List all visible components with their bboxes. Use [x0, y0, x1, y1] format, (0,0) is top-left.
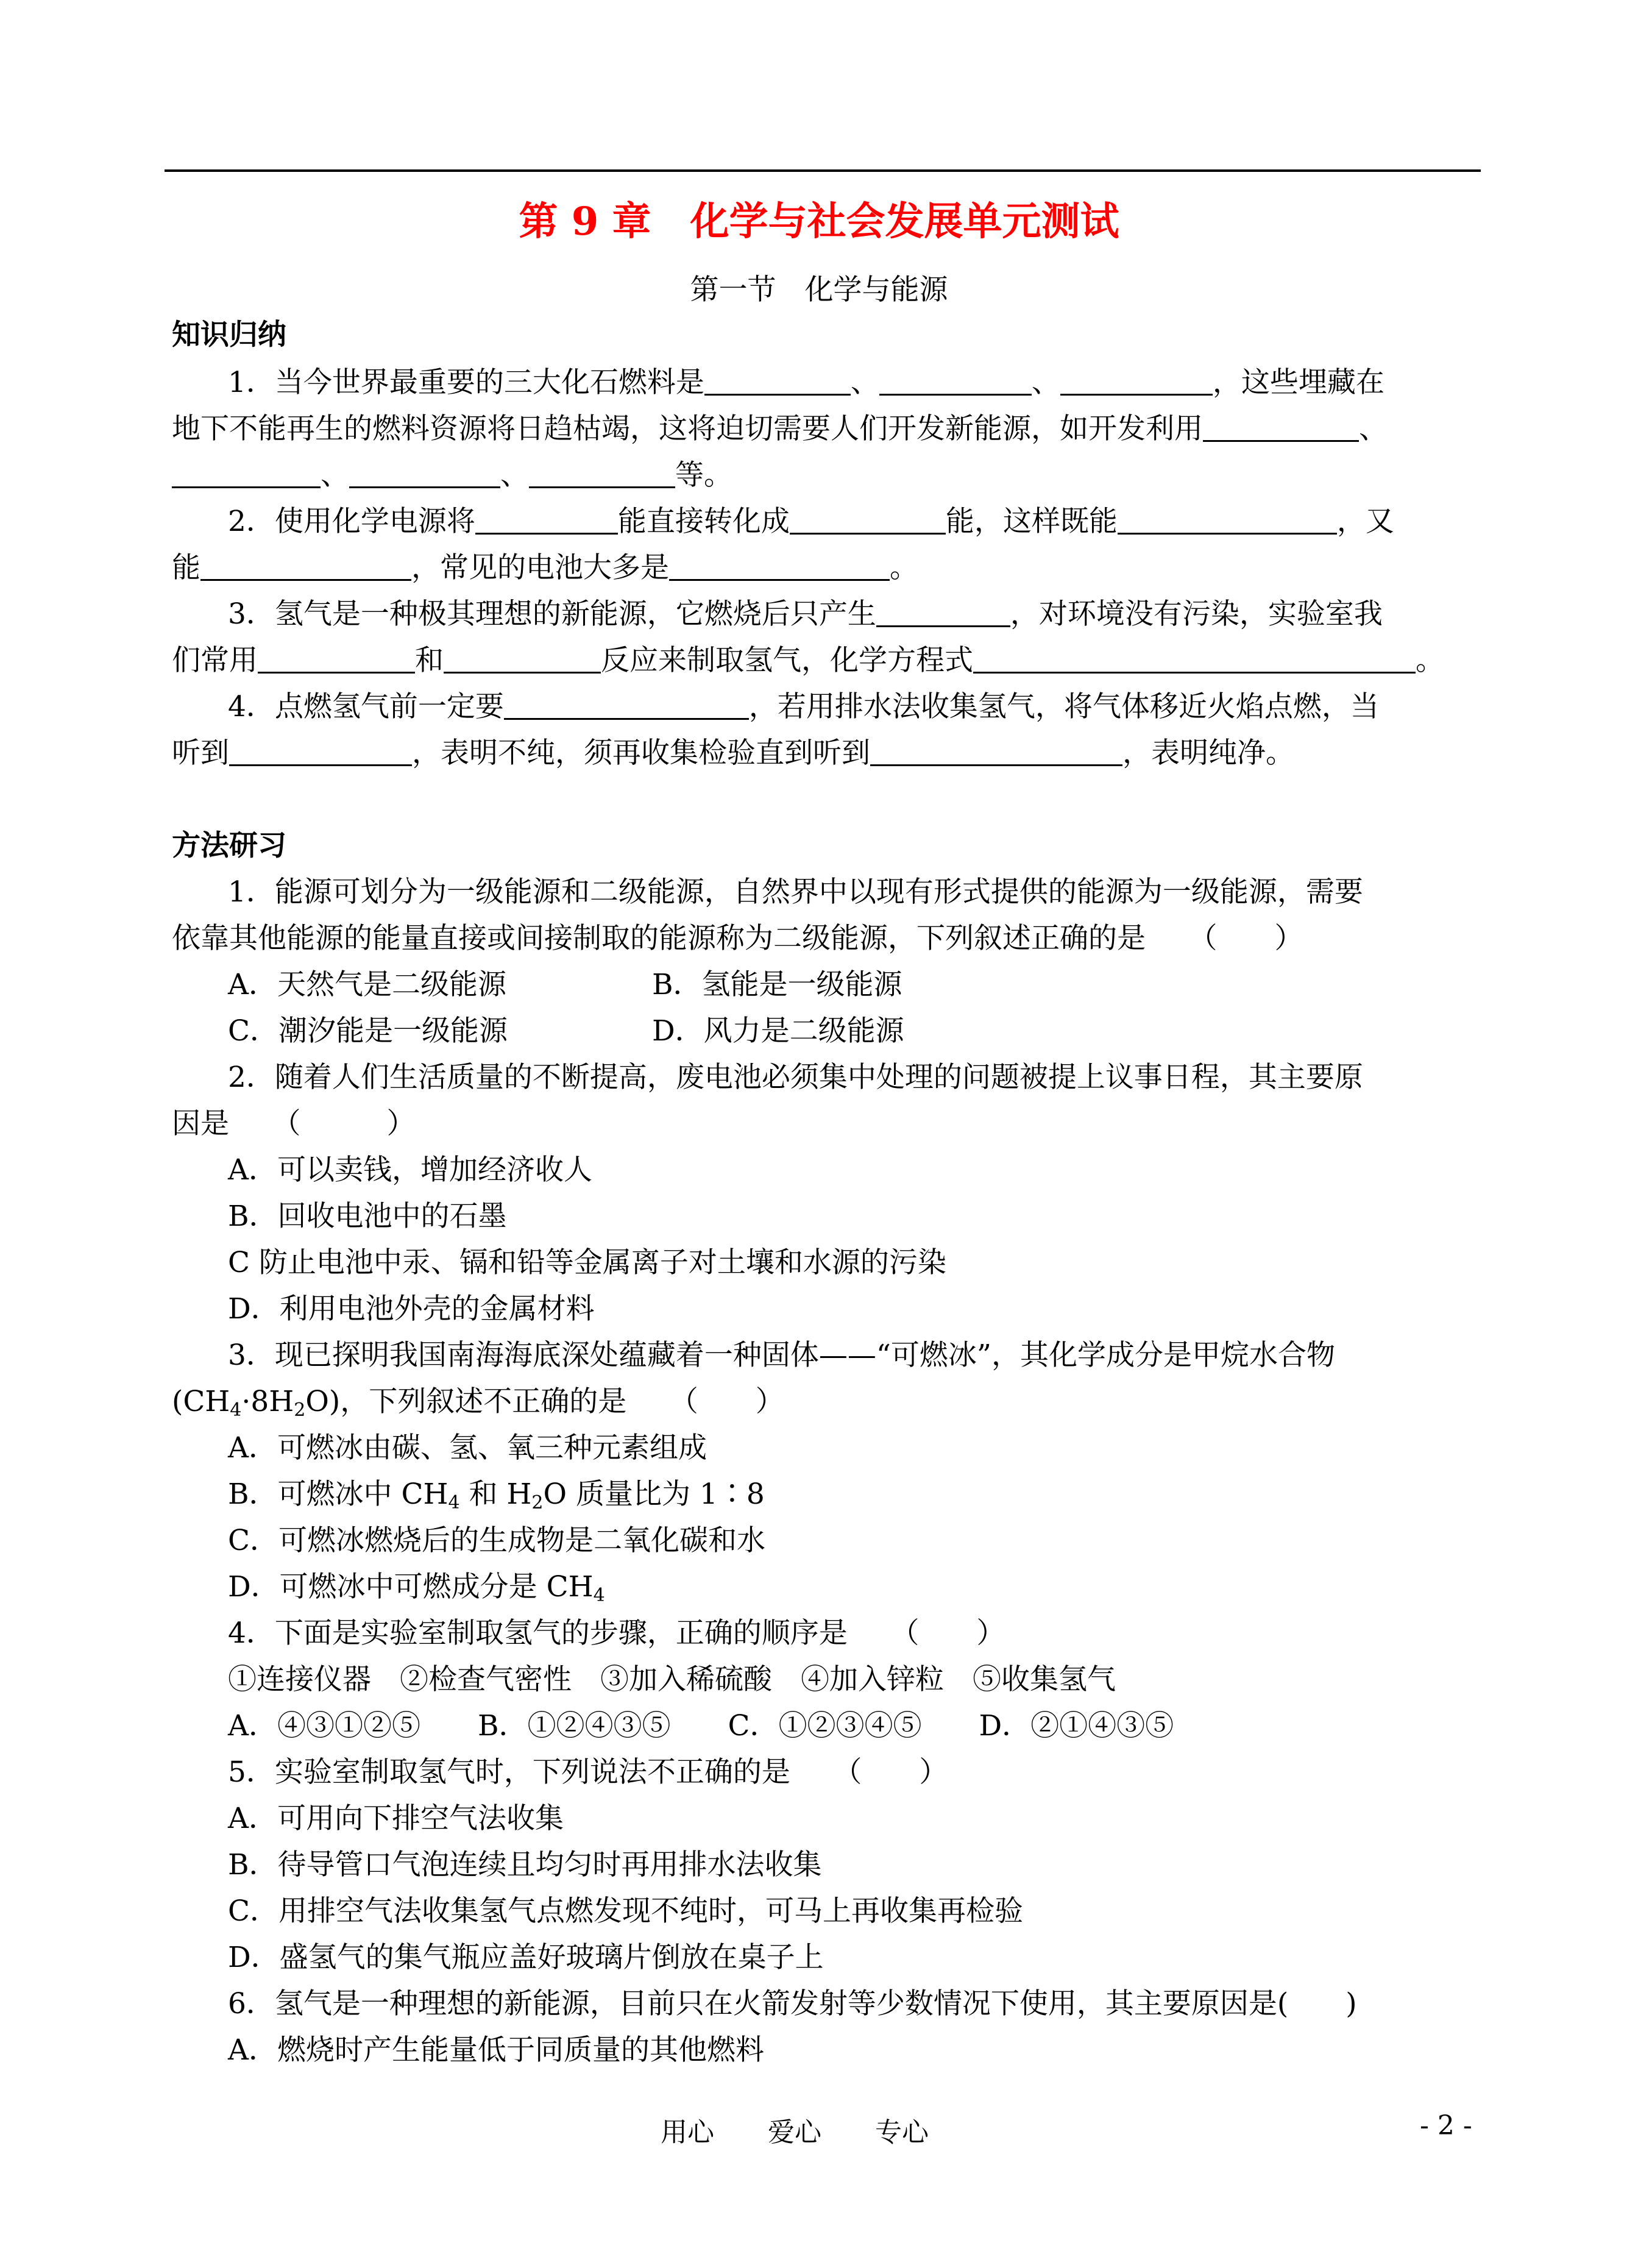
- answer-blank[interactable]: [444, 647, 601, 674]
- problem-3-line-2: $(CH_4\cdot 8H_2O)$，下列叙述不正确的是 （ ）: [172, 1385, 784, 1421]
- answer-blank[interactable]: [504, 694, 749, 720]
- problem-6-line-1: 6．氢气是一种理想的新能源，目前只在火箭发射等少数情况下使用，其主要原因是( ): [228, 1987, 1357, 2021]
- answer-blank[interactable]: [879, 369, 1032, 396]
- problem-6-option-a: A．燃烧时产生能量低于同质量的其他燃料: [228, 2033, 764, 2067]
- problem-1-option-b: B．氢能是一级能源: [652, 968, 902, 1001]
- question-4-line-1: 4．点燃氢气前一定要 ，若用排水法收集氢气，将气体移近火焰点燃，当: [228, 690, 1379, 723]
- section-subtitle: 第一节 化学与能源: [690, 273, 948, 307]
- question-1-line-2: 地下不能再生的燃料资源将日趋枯竭，这将迫切需要人们开发新能源，如开发利用 、: [172, 412, 1388, 446]
- problem-2-option-b: B．回收电池中的石墨: [228, 1200, 507, 1233]
- section-heading-methods: 方法研习: [172, 829, 286, 862]
- problem-2-line-1: 2．随着人们生活质量的不断提高，废电池必须集中处理的问题被提上议事日程，其主要原: [228, 1061, 1363, 1094]
- problem-5-option-c: C．用排空气法收集氢气点燃发现不纯时，可马上再收集再检验: [228, 1894, 1023, 1928]
- problem-2-line-2: 因是 （ ）: [172, 1107, 416, 1140]
- problem-1-option-c: C．潮汐能是一级能源: [228, 1014, 508, 1048]
- problem-1-option-d: D．风力是二级能源: [652, 1014, 904, 1048]
- problem-2-option-a: A．可以卖钱，增加经济收人: [228, 1153, 592, 1187]
- question-1-line-3: 、 、 等。: [172, 461, 732, 489]
- answer-blank[interactable]: [1060, 369, 1213, 396]
- problem-5-line-1: 5．实验室制取氢气时，下列说法不正确的是 （ ）: [228, 1755, 948, 1789]
- answer-blank[interactable]: [258, 647, 415, 674]
- answer-blank[interactable]: [790, 508, 946, 535]
- answer-blank[interactable]: [1118, 508, 1337, 535]
- footer-motto: 用心 爱心 专心: [661, 2117, 929, 2148]
- answer-blank[interactable]: [870, 740, 1122, 766]
- problem-4-steps: ①连接仪器 ②检查气密性 ③加入稀硫酸 ④加入锌粒 ⑤收集氢气: [228, 1663, 1116, 1696]
- question-4-line-2: 听到 ，表明不纯，须再收集检验直到听到 ，表明纯净。: [172, 736, 1294, 770]
- problem-5-option-a: A．可用向下排空气法收集: [228, 1802, 564, 1835]
- page-title: 第 9 章 化学与社会发展单元测试: [519, 199, 1119, 244]
- question-3-line-2: 们常用 和 反应来制取氢气，化学方程式 。: [172, 644, 1444, 677]
- answer-blank[interactable]: [704, 369, 851, 396]
- answer-blank[interactable]: [229, 740, 412, 766]
- problem-1-line-2: 依靠其他能源的能量直接或间接制取的能源称为二级能源，下列叙述正确的是 （ ）: [172, 922, 1303, 955]
- answer-blank[interactable]: [349, 462, 500, 488]
- section-heading-knowledge: 知识归纳: [172, 318, 286, 352]
- problem-5-option-b: B．待导管口气泡连续且均匀时再用排水法收集: [228, 1848, 822, 1882]
- problem-3-option-d: D．可燃冰中可燃成分是 $CH_4$: [228, 1570, 605, 1606]
- problem-3-option-a: A．可燃冰由碳、氢、氧三种元素组成: [228, 1431, 707, 1465]
- answer-blank[interactable]: [475, 508, 618, 535]
- problem-3-option-b: B．可燃冰中 $CH_4$ 和 $H_2O$ 质量比为 1∶8: [228, 1477, 765, 1513]
- answer-blank[interactable]: [529, 462, 675, 488]
- answer-blank[interactable]: [876, 601, 1010, 627]
- problem-1-line-1: 1．能源可划分为一级能源和二级能源，自然界中以现有形式提供的能源为一级能源，需要: [228, 875, 1363, 909]
- answer-blank[interactable]: [172, 462, 321, 488]
- page-number: - 2 -: [1420, 2110, 1472, 2141]
- question-2-line-1: 2．使用化学电源将 能直接转化成 能，这样既能 ，又: [228, 505, 1394, 538]
- problem-2-option-c: C 防止电池中汞、镉和铅等金属离子对土壤和水源的污染: [228, 1246, 946, 1279]
- problem-3-line-1: 3．现已探明我国南海海底深处蕴藏着一种固体——“可燃冰”，其化学成分是甲烷水合物: [228, 1338, 1335, 1372]
- problem-5-option-d: D．盛氢气的集气瓶应盖好玻璃片倒放在桌子上: [228, 1941, 824, 1974]
- question-2-line-2: 能 ，常见的电池大多是 。: [172, 551, 918, 585]
- question-3-line-1: 3．氢气是一种极其理想的新能源，它燃烧后只产生 ，对环境没有污染，实验室我: [228, 597, 1383, 631]
- problem-4-options: A．④③①②⑤ B．①②④③⑤ C．①②③④⑤ D．②①④③⑤: [228, 1709, 1174, 1743]
- header-rule: [165, 169, 1481, 172]
- problem-4-line-1: 4．下面是实验室制取氢气的步骤，正确的顺序是 （ ）: [228, 1616, 1005, 1650]
- answer-blank[interactable]: [200, 555, 411, 581]
- answer-blank[interactable]: [973, 647, 1416, 674]
- problem-1-option-a: A．天然气是二级能源: [228, 968, 506, 1001]
- answer-blank[interactable]: [1203, 416, 1359, 442]
- problem-3-option-c: C．可燃冰燃烧后的生成物是二氧化碳和水: [228, 1524, 765, 1557]
- question-1-line-1: 1．当今世界最重要的三大化石燃料是 、 、 ，这些埋藏在: [228, 366, 1384, 399]
- problem-2-option-d: D．利用电池外壳的金属材料: [228, 1292, 595, 1326]
- answer-blank[interactable]: [669, 555, 890, 581]
